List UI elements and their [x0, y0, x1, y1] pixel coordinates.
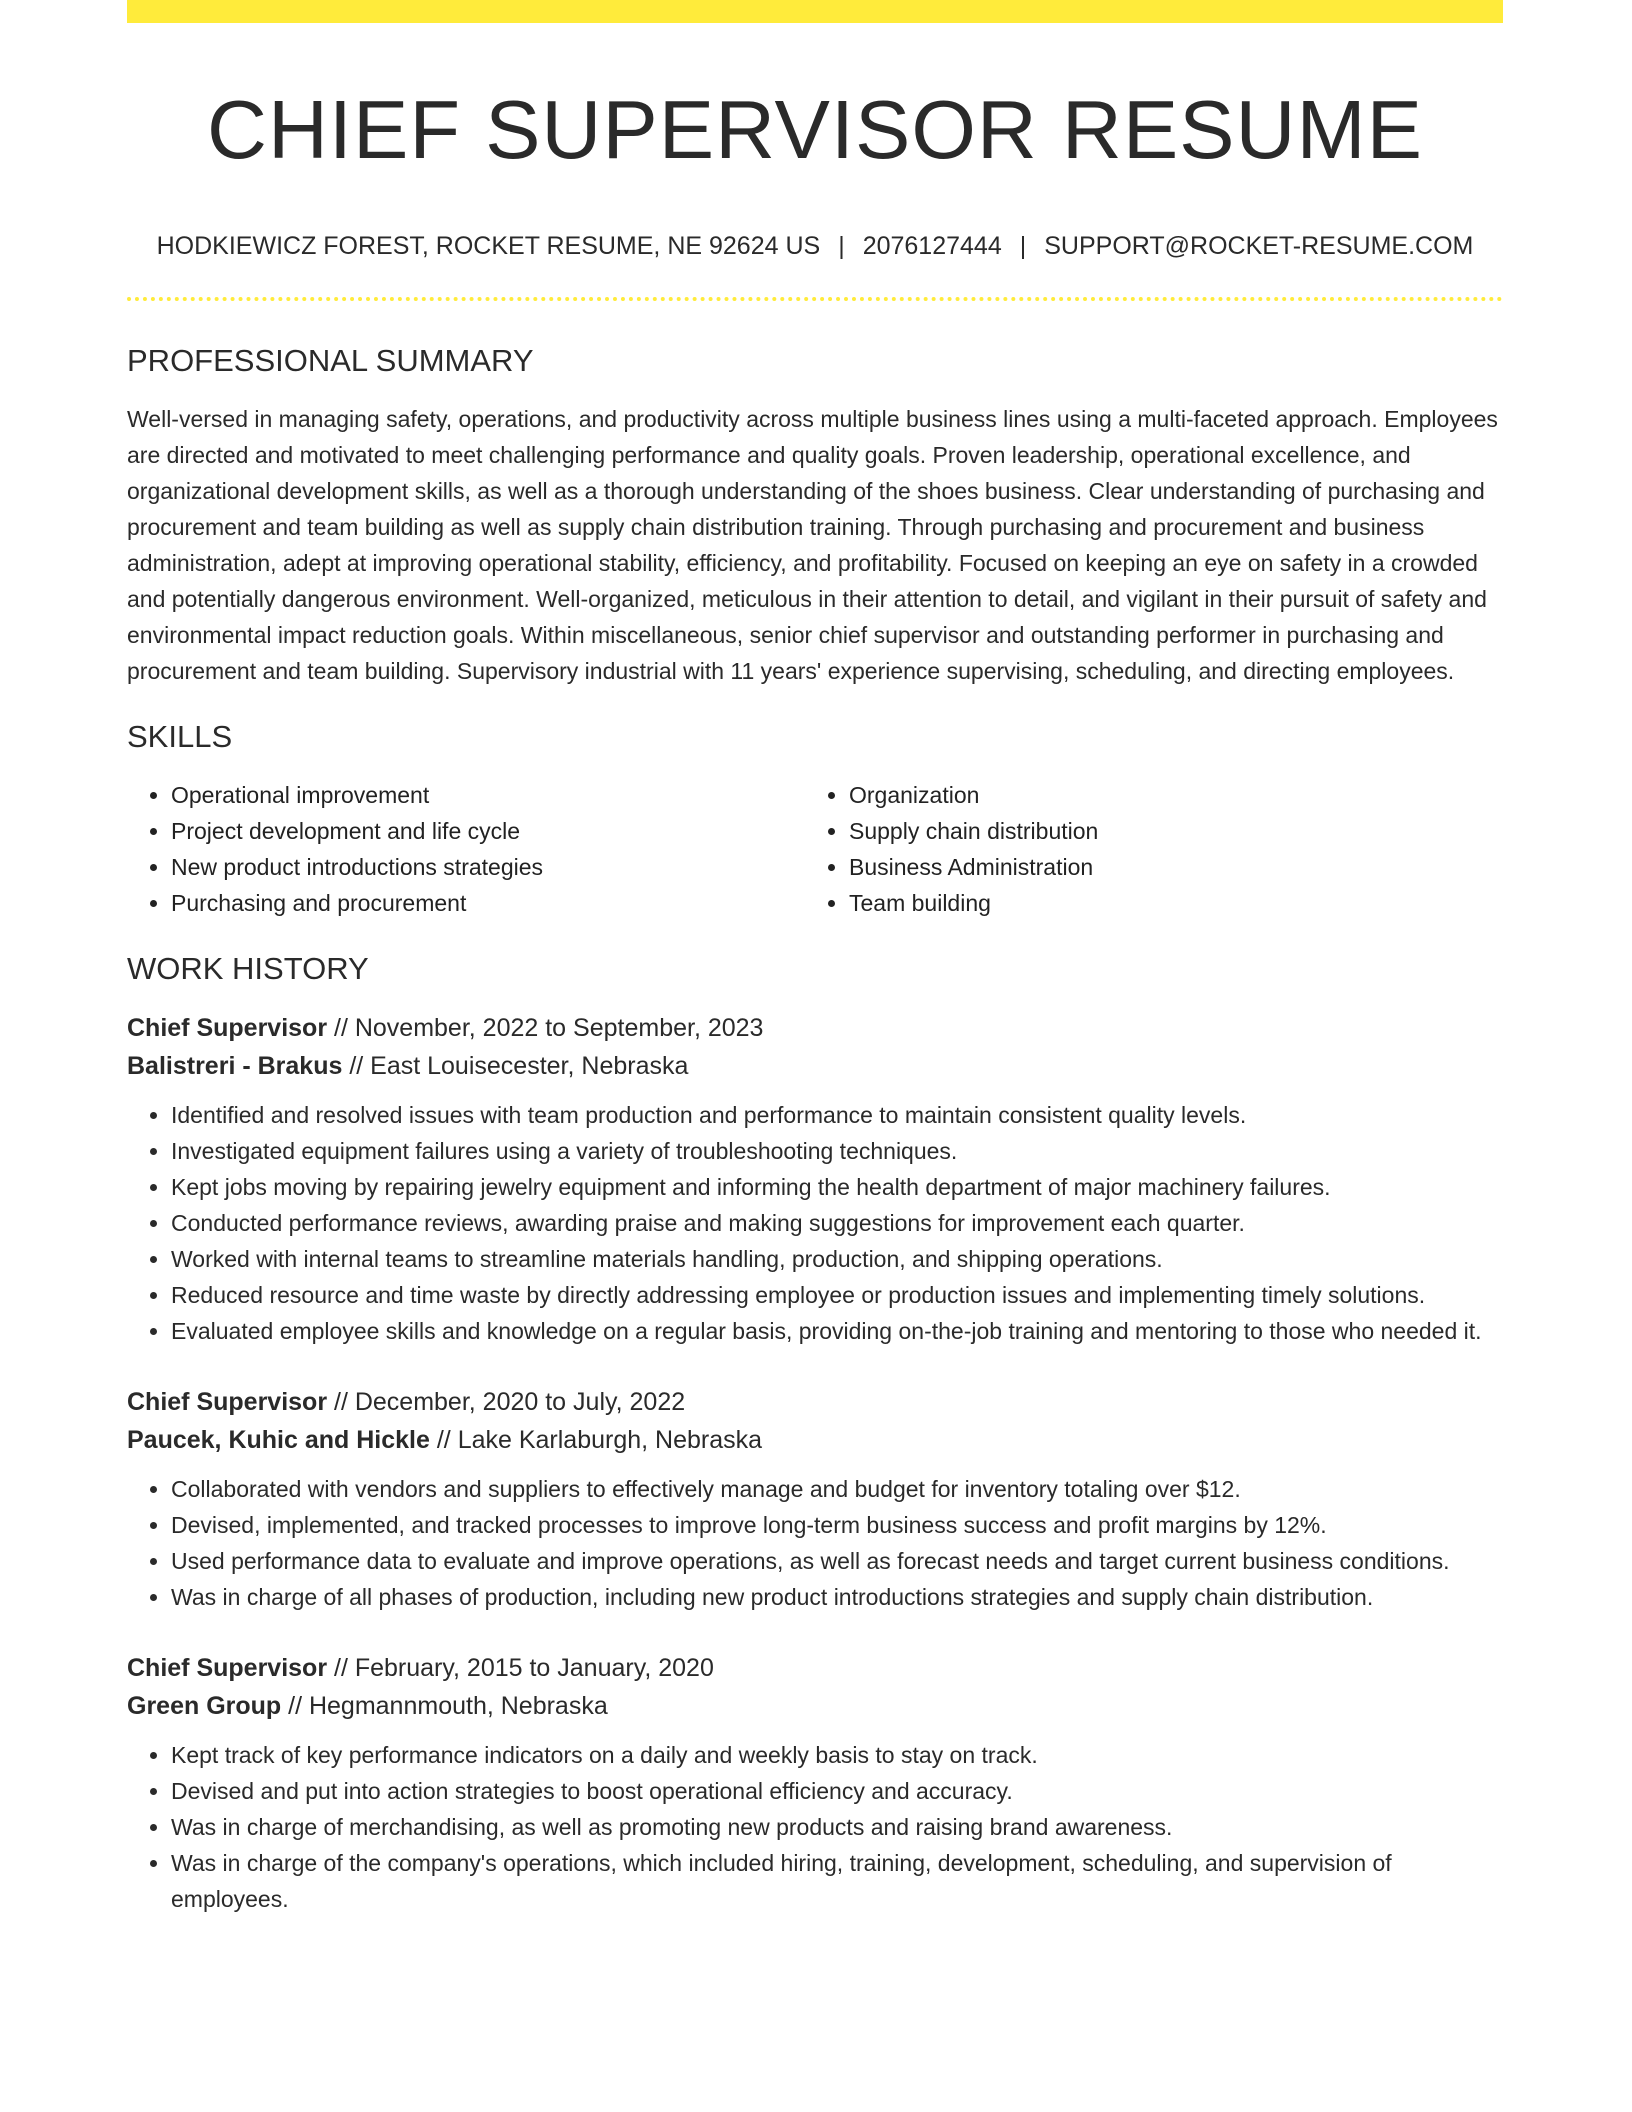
contact-separator: |: [838, 232, 845, 260]
job-duty: • Evaluated employee skills and knowledge on a regular basis, providing on-the-job training and mentoring to those who needed it.: [171, 1313, 1503, 1349]
job-duty: • Was in charge of the company's operations, which included hiring, training, development, scheduling, and supervision of employees.: [171, 1845, 1503, 1917]
job-entry: [127, 1649, 1503, 1917]
job-location: // Hegmannmouth, Nebraska: [281, 1692, 608, 1720]
job-duty: • Investigated equipment failures using a variety of troubleshooting techniques.: [171, 1133, 1503, 1169]
job-company: Paucek, Kuhic and Hickle: [127, 1426, 430, 1454]
contact-email: SUPPORT@ROCKET-RESUME.COM: [1044, 232, 1474, 260]
job-duty: • Was in charge of merchandising, as well as promoting new products and raising brand awareness.: [171, 1809, 1503, 1845]
job-duty: • Was in charge of all phases of production, including new product introductions strategies and supply chain distribution.: [171, 1579, 1503, 1615]
job-company: Green Group: [127, 1692, 282, 1720]
skills-grid: [127, 777, 1503, 921]
job-location: // East Louisecester, Nebraska: [342, 1052, 689, 1080]
job-title-line: [127, 1649, 1503, 1687]
job-title: Chief Supervisor: [127, 1388, 328, 1416]
job-title: Chief Supervisor: [127, 1654, 328, 1682]
contact-address: HODKIEWICZ FOREST, ROCKET RESUME, NE 92624 US: [156, 232, 821, 260]
summary-text: Well-versed in managing safety, operations, and productivity across multiple business lines using a multi-faceted approach. Employees are directed and motivated to meet challenging performance and quality goals. Proven leadership, operational excellence, and organizational development skills, as well as a thorough understanding of the shoes business. Clear understanding of purchasing and procurement and team building as well as supply chain distribution training. Through purchasing and procurement and business administration, adept at improving operational stability, efficiency, and profitability. Focused on keeping an eye on safety in a crowded and potentially dangerous environment. Well-organized, meticulous in their attention to detail, and vigilant in their pursuit of safety and environmental impact reduction goals. Within miscellaneous, senior chief supervisor and outstanding performer in purchasing and procurement and team building. Supervisory industrial with 11 years' experience supervising, scheduling, and directing employees.: [127, 406, 1498, 684]
job-duty: • Kept jobs moving by repairing jewelry equipment and informing the health department of major machinery failures.: [171, 1169, 1503, 1205]
job-title: Chief Supervisor: [127, 1014, 328, 1042]
resume-title: CHIEF SUPERVISOR RESUME: [207, 83, 1423, 176]
job-entry: [127, 1009, 1503, 1349]
job-dates: // February, 2015 to January, 2020: [327, 1654, 714, 1682]
job-title-line: [127, 1009, 1503, 1047]
work-history-heading: WORK HISTORY: [127, 951, 369, 986]
job-company-line: [127, 1421, 1503, 1459]
job-title-line: [127, 1383, 1503, 1421]
contact-line: [127, 230, 1503, 262]
skill-item: • Business Administration: [849, 849, 1483, 885]
skill-item: • New product introductions strategies: [171, 849, 805, 885]
summary-heading: PROFESSIONAL SUMMARY: [127, 343, 534, 378]
job-entry: [127, 1383, 1503, 1615]
skills-list-left: [127, 777, 805, 921]
job-duty: • Worked with internal teams to streamline materials handling, production, and shipping operations.: [171, 1241, 1503, 1277]
skill-item: • Team building: [849, 885, 1483, 921]
job-company-line: [127, 1687, 1503, 1725]
contact-separator: |: [1019, 232, 1027, 260]
skill-item: • Organization: [849, 777, 1483, 813]
job-company: Balistreri - Brakus: [127, 1052, 343, 1080]
job-company-line: [127, 1047, 1503, 1085]
resume-content: [127, 0, 1503, 1917]
job-duty: • Kept track of key performance indicators on a daily and weekly basis to stay on track.: [171, 1737, 1503, 1773]
job-duties-list: [127, 1471, 1503, 1615]
job-dates: // December, 2020 to July, 2022: [327, 1388, 686, 1416]
job-duty: • Conducted performance reviews, awarding praise and making suggestions for improvement each quarter.: [171, 1205, 1503, 1241]
skill-item: • Project development and life cycle: [171, 813, 805, 849]
job-duty: • Identified and resolved issues with team production and performance to maintain consistent quality levels.: [171, 1097, 1503, 1133]
job-duties-list: [127, 1737, 1503, 1917]
job-duty: • Used performance data to evaluate and improve operations, as well as forecast needs and target current business conditions.: [171, 1543, 1503, 1579]
contact-phone: 2076127444: [862, 232, 1002, 260]
skill-item: • Operational improvement: [171, 777, 805, 813]
job-duty: • Devised and put into action strategies to boost operational efficiency and accuracy.: [171, 1773, 1503, 1809]
header-divider: [127, 297, 1503, 301]
job-duty: • Reduced resource and time waste by directly addressing employee or production issues and implementing timely solutions.: [171, 1277, 1503, 1313]
skills-heading: SKILLS: [127, 719, 233, 754]
job-duties-list: [127, 1097, 1503, 1349]
skill-item: • Supply chain distribution: [849, 813, 1483, 849]
job-location: // Lake Karlaburgh, Nebraska: [429, 1426, 763, 1454]
job-dates: // November, 2022 to September, 2023: [327, 1014, 764, 1042]
skills-list-right: [805, 777, 1483, 921]
skill-item: • Purchasing and procurement: [171, 885, 805, 921]
job-duty: • Devised, implemented, and tracked processes to improve long-term business success and profit margins by 12%.: [171, 1507, 1503, 1543]
job-duty: • Collaborated with vendors and suppliers to effectively manage and budget for inventory totaling over $12.: [171, 1471, 1503, 1507]
